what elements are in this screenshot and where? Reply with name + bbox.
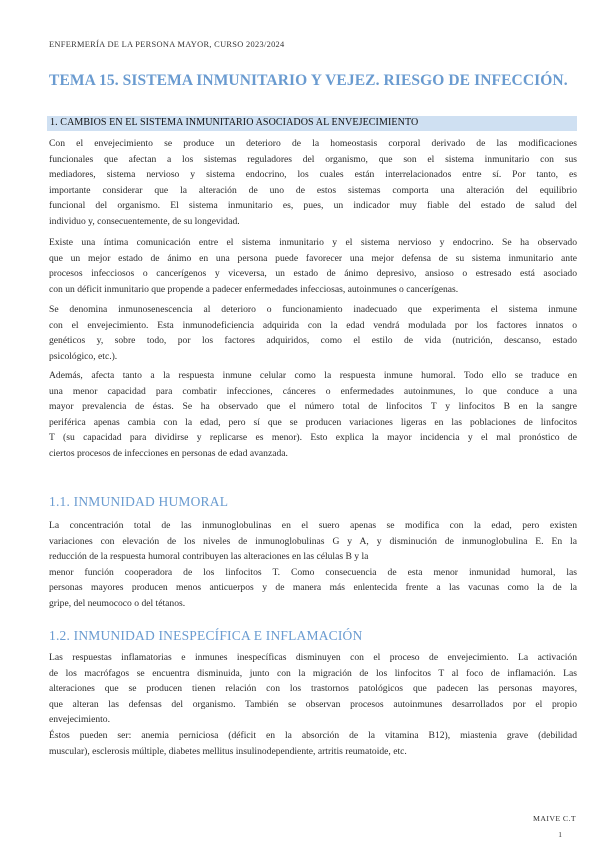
paragraph <box>49 136 577 230</box>
text-line: con el envejecimiento. Esta inmunodeficiencia adquirida con la edad vendrá modulada por los factores innatos o <box>49 319 577 331</box>
text-line: psicológico, etc.). <box>49 350 118 362</box>
text-line: gripe, del neumococo o del tétanos. <box>49 597 186 609</box>
text-line: envejecimiento. <box>49 714 111 726</box>
text-line: con un déficit inmunitario que propende a padecer enfermedades infecciosas, autoinmunes o cancerígenas. <box>49 283 459 295</box>
text-line: menor función cooperadora de los linfocitos T. Como consecuencia de esta menor inmunidad humoral, las <box>49 566 577 578</box>
text-line: individuo y, consecuentemente, de su longevidad. <box>49 215 240 227</box>
paragraph <box>49 650 577 759</box>
text-line: Existe una íntima comunicación entre el sistema inmunitario y el sistema nervioso y endocrino. Se ha observado <box>49 237 577 248</box>
text-line: T (su capacidad para dividirse y replicarse es menor). Esto explica la mayor incidencia y el mal pronóstico de <box>49 432 577 444</box>
text-line: funcional del organismo. El sistema inmunitario es, pues, un indicador muy fiable del estado de salud del <box>49 200 577 212</box>
text-line: genéticos y, sobre todo, por los factores adquiridos, como el estilo de vida (nutrición, descanso, estado <box>49 335 577 347</box>
text-line: funcionales que afectan a los sistemas reguladores del organismo, que son el sistema inmunitario con sus <box>49 153 577 165</box>
text-line: alteraciones que se producen tienen relación con los trastornos patológicos que padecen las personas mayores, <box>49 683 577 695</box>
text-line: que alteran las defensas del organismo. También se observan procesos autoinmunes desarrollados por el propio <box>49 698 577 710</box>
text-line: importante considerar que la alteración de uno de estos sistemas comporta una alteración del equilibrio <box>49 184 577 196</box>
page-number: 1 <box>558 830 562 839</box>
text-line: ciertos procesos de infecciones en personas de edad avanzada. <box>49 447 288 459</box>
section-heading: 1. CAMBIOS EN EL SISTEMA INMUNITARIO ASOCIADOS AL ENVEJECIMIENTO <box>50 117 419 128</box>
text-line: reducción de la respuesta humoral contribuyen las alteraciones en las células B y la <box>49 551 369 563</box>
paragraph <box>49 235 577 297</box>
text-line: periférica apenas cambia con la edad, pero sí que se producen variaciones ligeras en las poblaciones de linfocitos <box>49 416 577 428</box>
text-line: Además, afecta tanto a la respuesta inmune celular como la respuesta inmune humoral. Todo ello se traduce en <box>49 370 577 381</box>
text-line: procesos infecciosos o cancerígenos y viceversa, un estado de ánimo depresivo, ansioso o estresado está asociado <box>49 268 577 280</box>
text-line: Se denomina inmunosenescencia al deterioro o funcionamiento inadecuado que experimenta el sistema inmune <box>49 304 577 315</box>
text-line: Las respuestas inflamatorias e inmunes inespecíficas disminuyen con el proceso de envejecimiento. La activación <box>49 652 577 663</box>
text-line: Éstos pueden ser: anemia perniciosa (déficit en la absorción de la vitamina B12), miastenia grave (debilidad <box>49 729 577 741</box>
text-line: Con el envejecimiento se produce un deterioro de la homeostasis corporal derivado de las modificaciones <box>49 138 577 149</box>
subsection-heading: 1.1. INMUNIDAD HUMORAL <box>49 494 229 509</box>
text-line: personas mayores producen menos anticuerpos y de manera más enlentecida frente a las vacunas como la de la <box>49 582 577 594</box>
text-line: La concentración total de las inmunoglobulinas en el suero apenas se modifica con la edad, pero existen <box>49 520 577 531</box>
subsection-heading: 1.2. INMUNIDAD INESPECÍFICA E INFLAMACIÓN <box>49 628 363 643</box>
text-line: de los macrófagos se encuentra disminuida, junto con la migración de los linfocitos T al foco de inflamación. Las <box>49 667 577 679</box>
text-line: una menor capacidad para combatir infecciones, cánceres o enfermedades autoinmunes, lo que conduce a una <box>49 385 577 397</box>
course-header: ENFERMERÍA DE LA PERSONA MAYOR, CURSO 2023/2024 <box>49 40 285 49</box>
text-line: muscular), esclerosis múltiple, diabetes mellitus insulinodependiente, artritis reumatoide, etc. <box>49 745 407 757</box>
text-line: que un mejor estado de ánimo en una persona puede favorecer una mejor defensa de su sistema inmunitario ante <box>49 252 577 264</box>
section-heading-bar <box>47 116 577 131</box>
paragraph <box>49 368 577 462</box>
paragraph <box>49 302 577 364</box>
text-line: mediadores, sistema nervioso y sistema endocrino, los cuales están interrelacionados entre sí. Por tanto, es <box>49 169 577 181</box>
paragraph <box>49 518 577 612</box>
footer-author: MAIVE C.T <box>532 814 576 823</box>
page-title: TEMA 15. SISTEMA INMUNITARIO Y VEJEZ. RIESGO DE INFECCIÓN. <box>49 72 568 89</box>
text-line: variaciones con elevación de los niveles de inmunoglobulinas G y A, y disminución de inmunoglobulina E. En la <box>49 535 577 547</box>
text-line: mayor prevalencia de éstas. Se ha observado que el número total de linfocitos T y linfocitos B en la sangre <box>49 401 577 413</box>
